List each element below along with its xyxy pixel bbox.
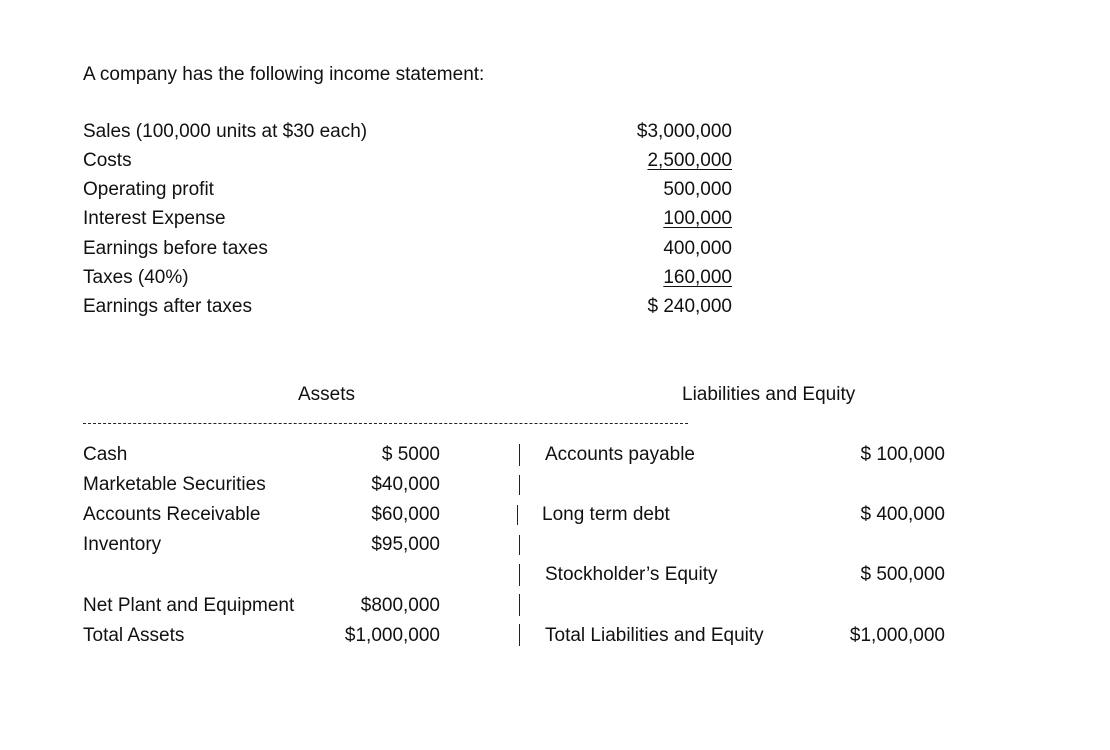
- is-value-operating-profit: 500,000: [663, 179, 732, 200]
- asset-label-accounts-receivable: Accounts Receivable: [83, 504, 261, 525]
- is-label-operating-profit: Operating profit: [83, 179, 214, 200]
- asset-label-total-assets: Total Assets: [83, 625, 185, 646]
- is-label-ebt: Earnings before taxes: [83, 238, 268, 259]
- is-value-eat: $ 240,000: [647, 296, 732, 317]
- liabilities-header: Liabilities and Equity: [682, 384, 856, 405]
- asset-value-cash: $ 5000: [381, 444, 440, 465]
- column-separator: [519, 444, 520, 466]
- is-label-interest-expense: Interest Expense: [83, 208, 226, 229]
- column-separator: [519, 564, 520, 586]
- liability-label-long-term-debt: Long term debt: [542, 504, 670, 525]
- assets-header: Assets: [298, 384, 356, 405]
- liability-label-total: Total Liabilities and Equity: [545, 625, 764, 646]
- liability-value-stockholders-equity: $ 500,000: [860, 564, 945, 585]
- asset-value-inventory: $95,000: [371, 534, 440, 555]
- asset-value-marketable-securities: $40,000: [371, 474, 440, 495]
- liability-value-total: $1,000,000: [849, 625, 945, 646]
- is-value-sales: $3,000,000: [636, 121, 732, 142]
- column-separator: [519, 594, 520, 616]
- asset-label-cash: Cash: [83, 444, 128, 465]
- asset-label-marketable-securities: Marketable Securities: [83, 474, 266, 495]
- asset-value-accounts-receivable: $60,000: [371, 504, 440, 525]
- column-separator: [519, 475, 520, 495]
- liability-value-accounts-payable: $ 100,000: [860, 444, 945, 465]
- column-separator: [519, 535, 520, 555]
- is-value-costs: 2,500,000: [647, 150, 732, 171]
- liability-value-long-term-debt: $ 400,000: [860, 504, 945, 525]
- intro-text: A company has the following income statement:: [83, 64, 485, 85]
- is-value-ebt: 400,000: [663, 238, 732, 259]
- liability-label-stockholders-equity: Stockholder’s Equity: [545, 564, 718, 585]
- asset-value-net-plant: $800,000: [360, 595, 440, 616]
- is-label-sales: Sales (100,000 units at $30 each): [83, 121, 368, 142]
- dashed-divider: [83, 423, 688, 424]
- asset-label-net-plant: Net Plant and Equipment: [83, 595, 295, 616]
- is-value-interest-expense: 100,000: [663, 208, 732, 229]
- asset-value-total-assets: $1,000,000: [344, 625, 440, 646]
- column-separator: [519, 624, 520, 646]
- is-label-eat: Earnings after taxes: [83, 296, 252, 317]
- is-label-costs: Costs: [83, 150, 132, 171]
- column-separator: [517, 505, 518, 525]
- asset-label-inventory: Inventory: [83, 534, 162, 555]
- is-value-taxes: 160,000: [663, 267, 732, 288]
- is-label-taxes: Taxes (40%): [83, 267, 189, 288]
- liability-label-accounts-payable: Accounts payable: [545, 444, 695, 465]
